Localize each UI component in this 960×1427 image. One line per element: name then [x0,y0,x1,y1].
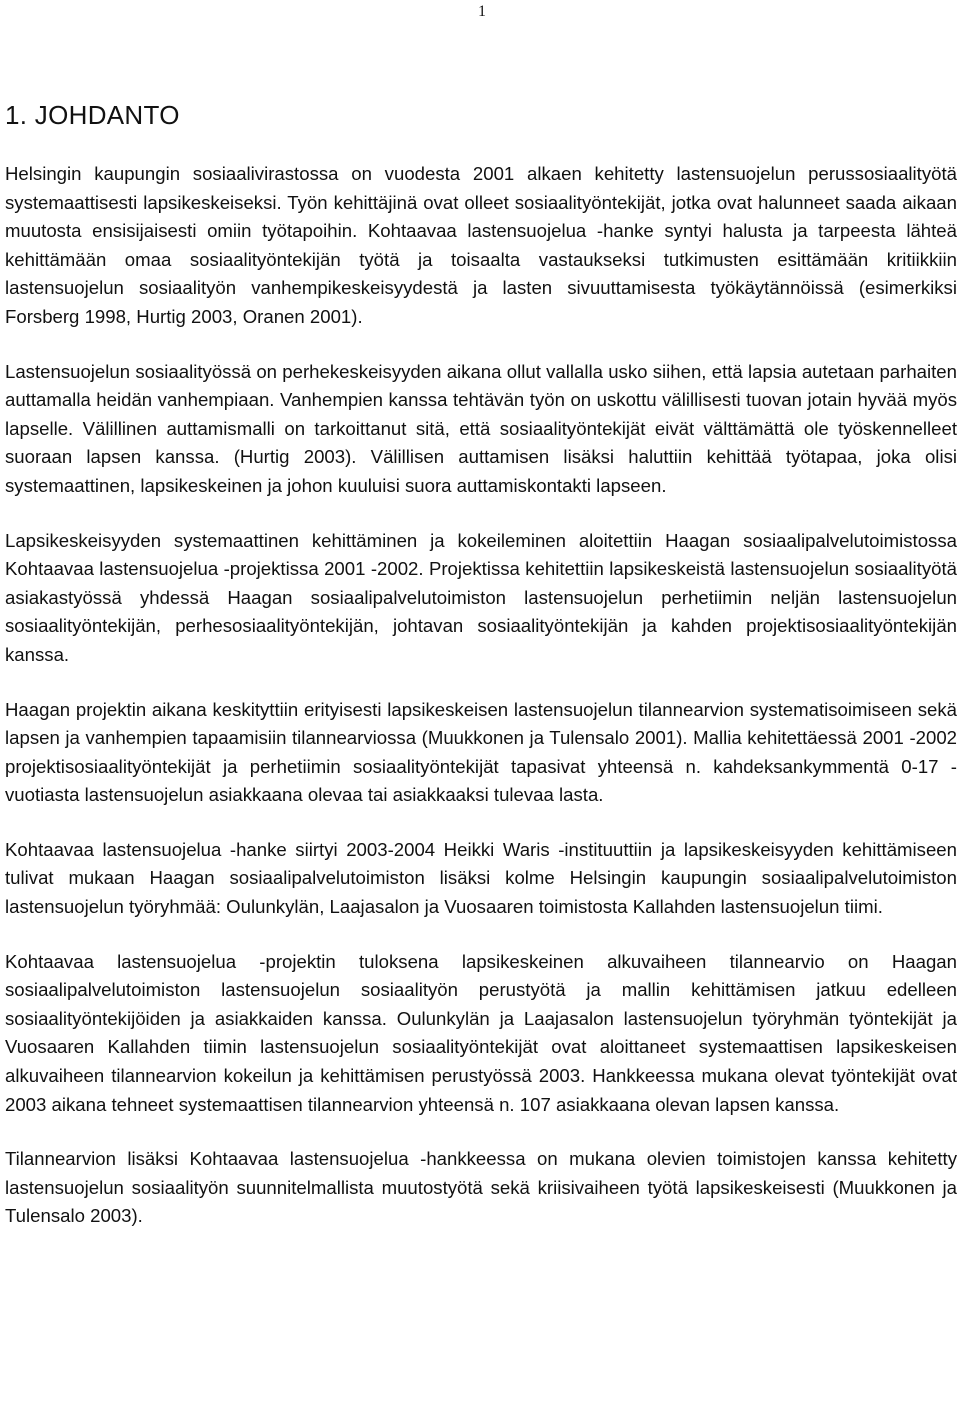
paragraph-5: Kohtaavaa lastensuojelua -hanke siirtyi 2003-2004 Heikki Waris -instituuttiin ja lapsikeskeisyyden kehittämiseen tulivat mukaan Haagan sosiaalipalvelutoimiston lisäksi kolme Helsingin kaupungin sosiaalipalvelutoimiston lastensuojelun työryhmää: Oulunkylän, Laajasalon ja Vuosaaren toimistosta Kallahden lastensuojelun tiimi. [5,838,957,918]
paragraph-6: Kohtaavaa lastensuojelua -projektin tuloksena lapsikeskeinen alkuvaiheen tilannearvio on Haagan sosiaalipalvelutoimiston lastensuojelun sosiaalityön perustyötä ja mallin kehittämisen jatkuu edelleen sosiaalityöntekijöiden ja asiakkaiden kanssa. Oulunkylän ja Laajasalon lastensuojelun työryhmän työntekijät ja Vuosaaren Kallahden tiimin lastensuojelun sosiaalityöntekijät ovat aloittaneet systemaattisen lapsikeskeisen alkuvaiheen tilannearvion kokeilun ja kehittämisen perustyössä 2003. Hankkeessa mukana olevat työntekijät ovat 2003 aikana tehneet systemaattisen tilannearvion yhteensä n. 107 asiakkaana olevan lapsen kanssa. [5,950,957,1115]
paragraph-7: Tilannearvion lisäksi Kohtaavaa lastensuojelua -hankkeessa on mukana olevien toimistojen kanssa kehitetty lastensuojelun sosiaalityön suunnitelmallista muutostyötä sekä kriisivaiheen työtä lapsikeskeisesti (Muukkonen ja Tulensalo 2003). [5,1148,957,1227]
paragraph-4: Haagan projektin aikana keskityttiin erityisesti lapsikeskeisen lastensuojelun tilannearvion systematisoimiseen sekä lapsen ja vanhempien tapaamisiin tilannearviossa (Muukkonen ja Tulensalo 2001). Mallia kehitettäessä 2001 -2002 projektisosiaalityöntekijät ja perhetiimin sosiaalityöntekijät tapasivat yhteensä n. kahdeksankymmentä 0-17 -vuotiasta lastensuojelun asiakkaana olevaa tai asiakkaaksi tulevaa lasta. [5,698,957,806]
section-heading: 1. JOHDANTO [5,100,180,130]
paragraph-2: Lastensuojelun sosiaalityössä on perhekeskeisyyden aikana ollut vallalla usko siihen, että lapsia autetaan parhaiten auttamalla heidän vanhempiaan. Vanhempien kanssa tehtävän työn on uskottu välillisesti tuovan jotain hyvää myös lapselle. Välillinen auttamismalli on tarkoittanut sitä, että sosiaalityöntekijät eivät välttämättä ole työskennelleet suoraan lapsen kanssa. (Hurtig 2003). Välillisen auttamisen lisäksi haluttiin kehittää työtapaa, joka olisi systemaattinen, lapsikeskeinen ja johon kuuluisi suora auttamiskontakti lapseen. [5,360,957,496]
page-number: 1 [478,3,486,20]
paragraph-3: Lapsikeskeisyyden systemaattinen kehittäminen ja kokeileminen aloitettiin Haagan sosiaalipalvelutoimistossa Kohtaavaa lastensuojelua -projektissa 2001 -2002. Projektissa kehitettiin lapsikeskeistä lastensuojelun sosiaalityötä asiakastyössä yhdessä Haagan sosiaalipalvelutoimiston lastensuojelun perhetiimin neljän lastensuojelun sosiaalityöntekijän, perhesosiaalityöntekijän, johtavan sosiaalityöntekijän ja kahden projektisosiaalityöntekijän kanssa. [5,529,957,665]
document-body [5,98,957,1257]
paragraph-1: Helsingin kaupungin sosiaalivirastossa on vuodesta 2001 alkaen kehitetty lastensuojelun perussosiaalityötä systemaattisesti lapsikeskeiseksi. Työn kehittäjinä ovat olleet sosiaalityöntekijät, jotka ovat halunneet saada aikaan muutosta ensisijaisesti omiin työtapoihin. Kohtaavaa lastensuojelua -hanke syntyi halusta ja tarpeesta lähteä kehittämään omaa sosiaalityöntekijän työtä ja toisaalta vastaukseksi tutkimusten esittämään kritiikkiin lastensuojelun sosiaalityön vanhempikeskeisyydestä ja lasten sivuuttamisesta työkäytännöissä (esimerkiksi Forsberg 1998, Hurtig 2003, Oranen 2001). [5,163,957,327]
